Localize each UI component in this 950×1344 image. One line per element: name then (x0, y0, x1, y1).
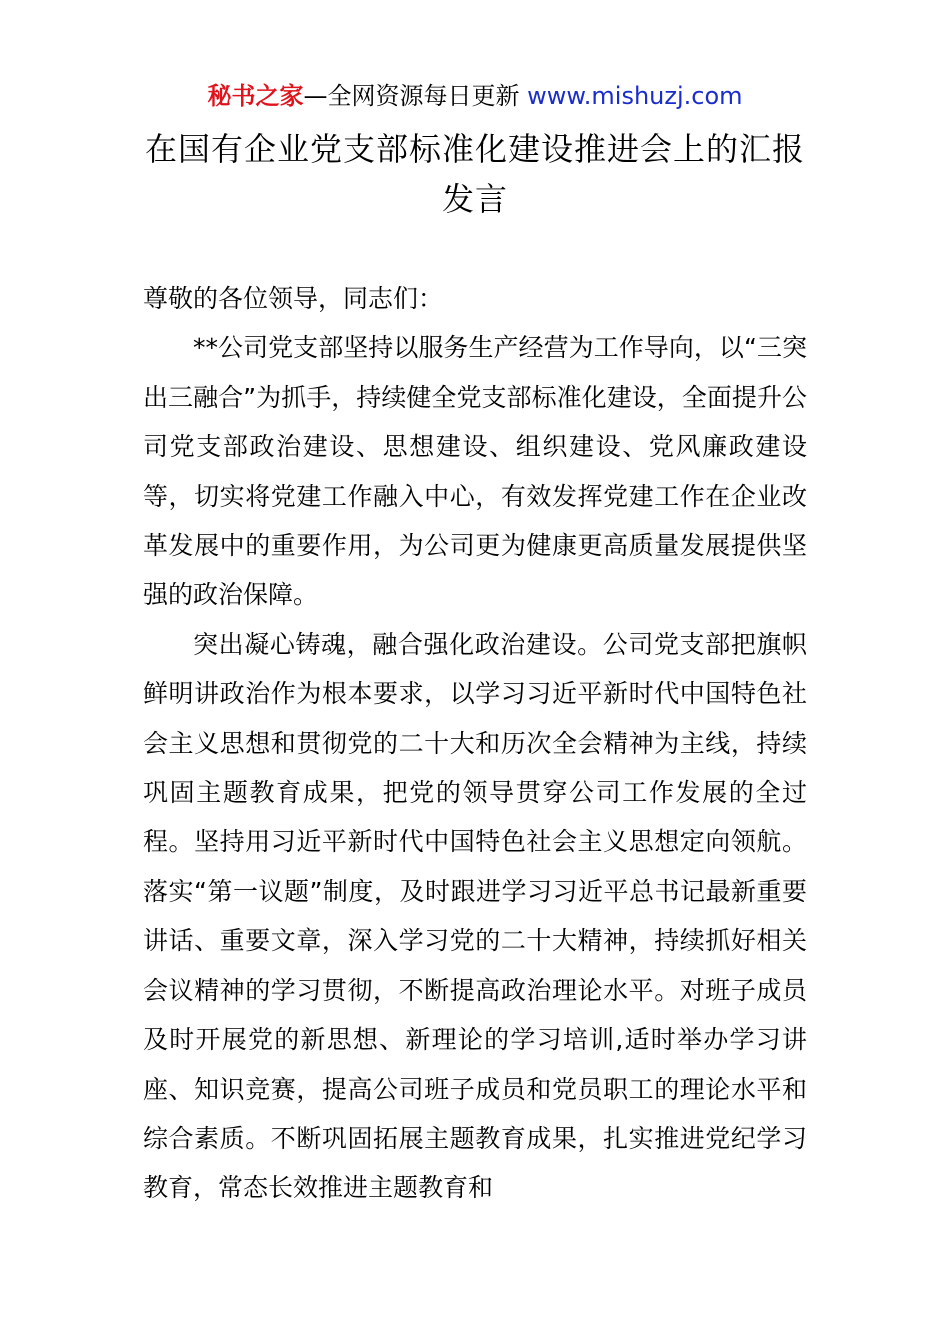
paragraph-political-building: 突出凝心铸魂，融合强化政治建设。公司党支部把旗帜鲜明讲政治作为根本要求，以学习习近平新时代中国特色社会主义思想和贯彻党的二十大和历次全会精神为主线，持续巩固主题教育成果，把党的领导贯穿公司工作发展的全过程。坚持用习近平新时代中国特色社会主义思想定向领航。落实“第一议题”制度，及时跟进学习习近平总书记最新重要讲话、重要文章，深入学习党的二十大精神，持续抓好相关会议精神的学习贯彻，不断提高政治理论水平。对班子成员及时开展党的新思想、新理论的学习培训,适时举办学习讲座、知识竞赛，提高公司班子成员和党员职工的理论水平和综合素质。不断巩固拓展主题教育成果，扎实推进党纪学习教育，常态长效推进主题教育和 (143, 629, 807, 1203)
site-url-link[interactable]: www.mishuzj.com (527, 82, 743, 110)
site-brand: 秘书之家 (207, 82, 304, 110)
paragraph-intro: **公司党支部坚持以服务生产经营为工作导向，以“三突出三融合”为抓手，持续健全党支部标准化建设，全面提升公司党支部政治建设、思想建设、组织建设、党风廉政建设等，切实将党建工作融入中心，有效发挥党建工作在企业改革发展中的重要作用，为公司更为健康更高质量发展提供坚强的政治保障。 (143, 333, 807, 610)
site-header (0, 80, 950, 112)
document-body (143, 274, 807, 1213)
salutation: 尊敬的各位领导，同志们： (143, 284, 444, 313)
site-tagline: —全网资源每日更新 (303, 82, 528, 110)
document-title: 在国有企业党支部标准化建设推进会上的汇报发言 (144, 130, 805, 218)
